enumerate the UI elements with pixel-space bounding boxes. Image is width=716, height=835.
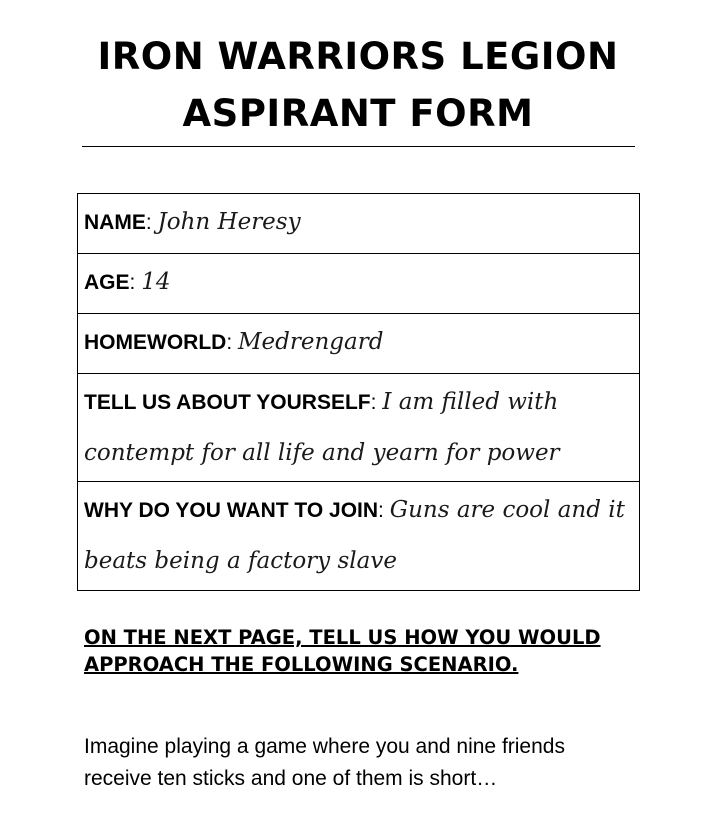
about-colon: : xyxy=(370,391,383,414)
scenario-heading-line-2-text: APPROACH THE FOLLOWING SCENARIO xyxy=(84,653,512,676)
name-value[interactable]: John Heresy xyxy=(157,209,301,235)
scenario-body-line-2: receive ten sticks and one of them is short… xyxy=(84,767,498,790)
scenario-body xyxy=(84,731,644,795)
form-row-name xyxy=(78,194,639,254)
name-label: NAME xyxy=(84,211,146,234)
about-value[interactable]: I am filled with contempt for all life and yearn for power xyxy=(84,389,560,466)
about-label: TELL US ABOUT YOURSELF xyxy=(84,391,371,414)
form-row-why-join xyxy=(78,482,639,590)
age-colon: : xyxy=(129,271,142,294)
homeworld-label: HOMEWORLD xyxy=(84,331,227,354)
scenario-heading-period: . xyxy=(511,653,519,676)
form-row-age xyxy=(78,254,639,314)
scenario-heading xyxy=(84,624,644,678)
why-join-label: WHY DO YOU WANT TO JOIN xyxy=(84,499,379,522)
why-join-value[interactable]: Guns are cool and it beats being a factory slave xyxy=(84,497,625,574)
form-row-about xyxy=(78,374,639,482)
scenario-body-line-1: Imagine playing a game where you and nine friends xyxy=(84,735,565,758)
form-title xyxy=(0,28,716,142)
homeworld-colon: : xyxy=(226,331,238,354)
title-divider xyxy=(82,146,635,147)
age-value[interactable]: 14 xyxy=(141,269,171,295)
homeworld-value[interactable]: Medrengard xyxy=(238,329,384,355)
name-colon: : xyxy=(145,211,158,234)
why-join-colon: : xyxy=(378,499,390,522)
form-row-homeworld xyxy=(78,314,639,374)
scenario-heading-line-2 xyxy=(84,651,644,678)
form-title-line-2: ASPIRANT FORM xyxy=(182,92,534,135)
scenario-heading-line-1: ON THE NEXT PAGE, TELL US HOW YOU WOULD xyxy=(84,626,601,649)
form-title-line-1: IRON WARRIORS LEGION xyxy=(97,35,619,78)
age-label: AGE xyxy=(84,271,130,294)
aspirant-form-table xyxy=(77,193,640,591)
